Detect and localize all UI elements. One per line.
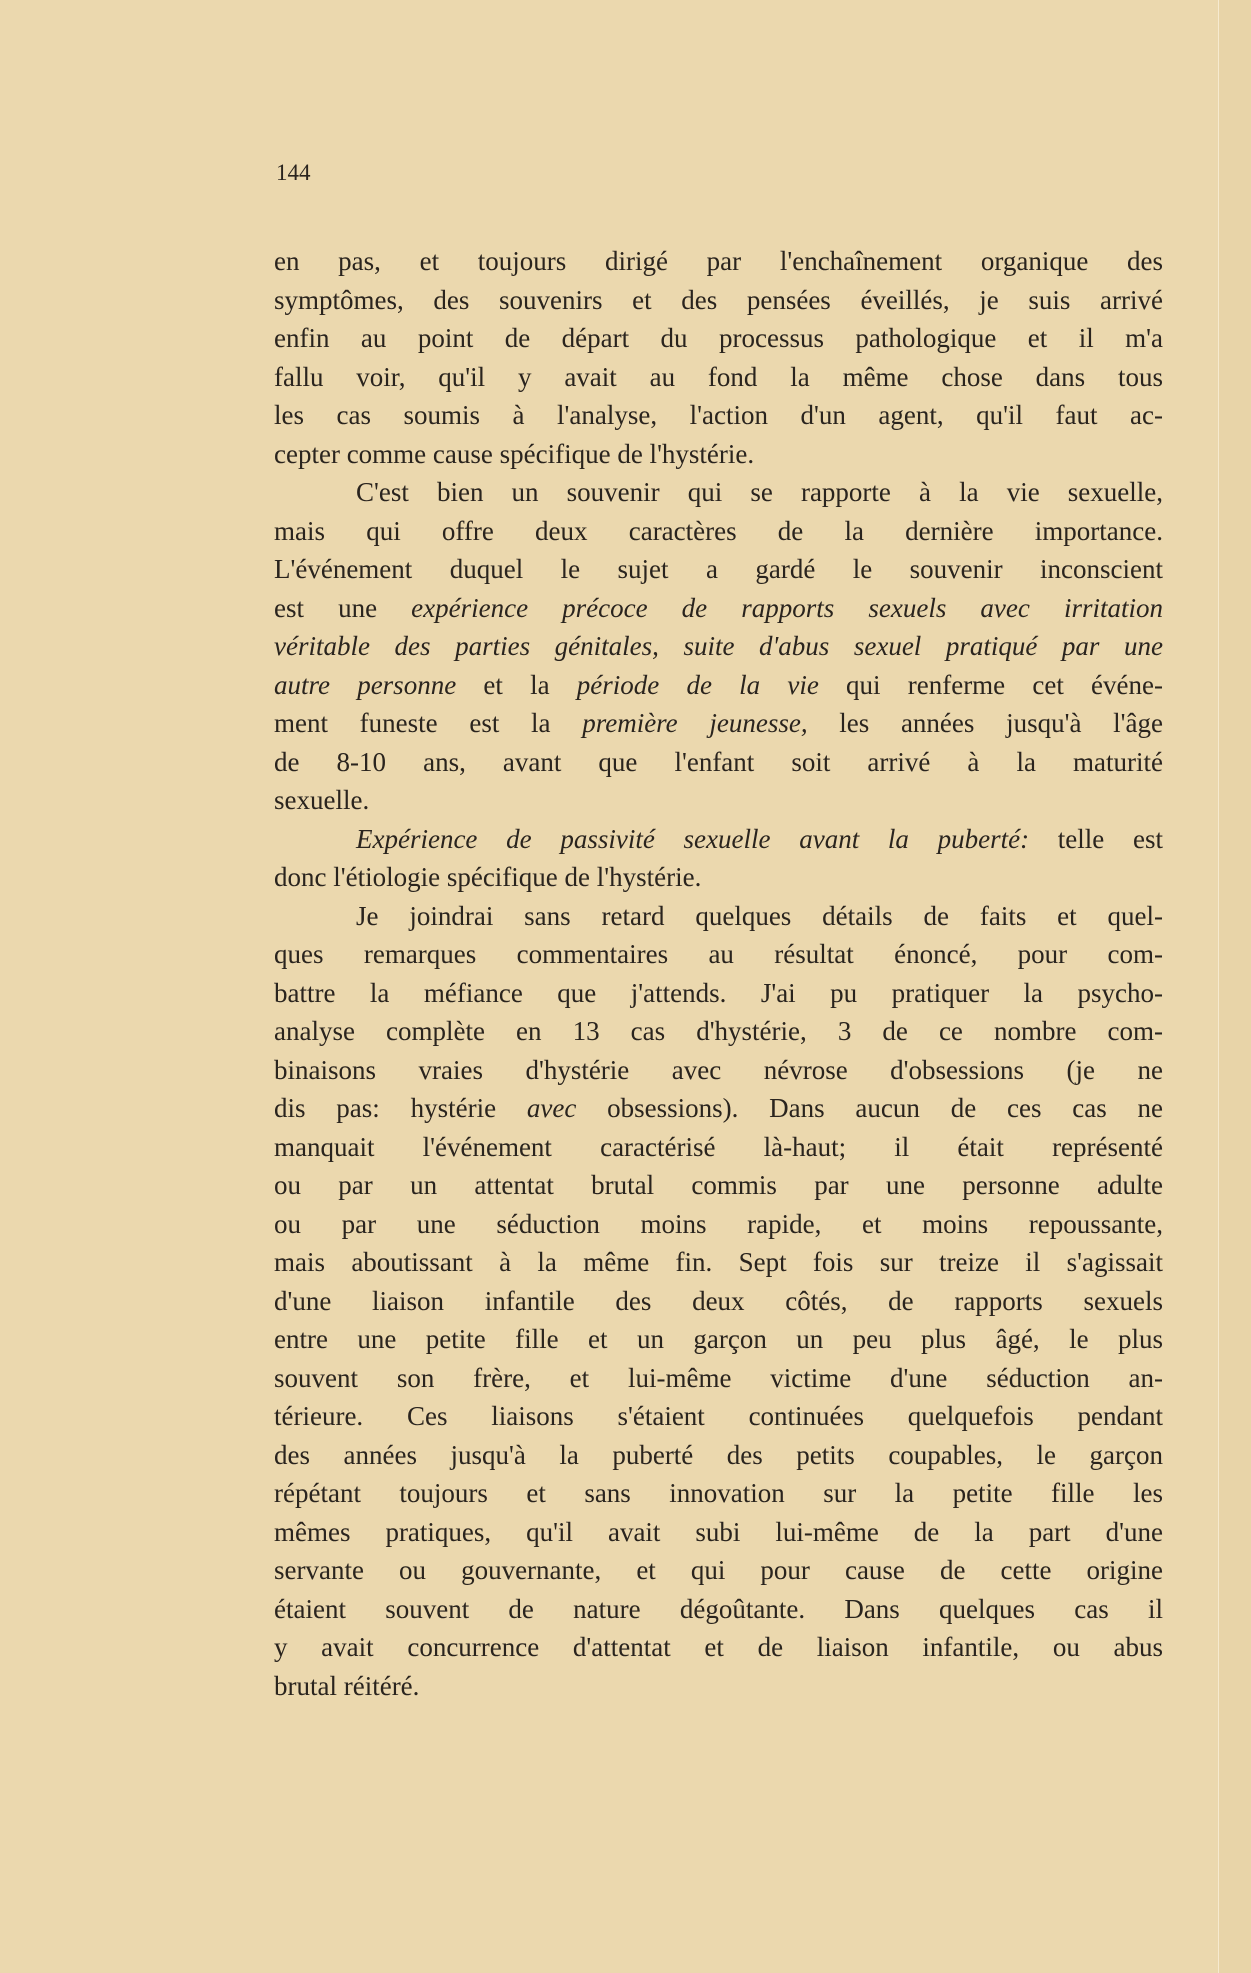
text-segment: ques remarques commentaires au résultat énoncé, pour com- bbox=[274, 939, 1163, 969]
text-segment: mais qui offre deux caractères de la dernière importance. bbox=[274, 515, 1163, 546]
text-segment: d'une liaison infantile des deux côtés, de rapports sexuels bbox=[274, 1285, 1163, 1316]
text-segment: obsessions). Dans aucun de ces cas ne bbox=[576, 1093, 1163, 1123]
text-line bbox=[274, 1012, 1163, 1051]
text-line bbox=[274, 743, 1163, 782]
text-line bbox=[274, 820, 1163, 859]
text-segment: et la bbox=[456, 669, 577, 700]
text-segment: cepter comme cause spécifique de l'hystérie. bbox=[274, 438, 755, 469]
text-segment: mêmes pratiques, qu'il avait subi lui-même de la part d'une bbox=[274, 1516, 1163, 1547]
page-edge-line bbox=[1218, 0, 1219, 1973]
text-line bbox=[274, 1551, 1163, 1590]
text-line bbox=[274, 589, 1163, 628]
text-line bbox=[274, 1359, 1163, 1398]
text-line bbox=[274, 435, 1163, 474]
text-line bbox=[274, 1667, 1163, 1706]
text-segment: mais aboutissant à la même fin. Sept fois sur treize il s'agissait bbox=[274, 1247, 1163, 1277]
text-segment: binaisons vraies d'hystérie avec névrose d'obsessions (je ne bbox=[274, 1054, 1163, 1085]
text-segment: entre une petite fille et un garçon un peu plus âgé, le plus bbox=[274, 1324, 1163, 1354]
text-line bbox=[274, 396, 1163, 435]
text-segment: de 8-10 ans, avant que l'enfant soit arrivé à la maturité bbox=[274, 746, 1163, 777]
text-line bbox=[274, 1051, 1163, 1090]
text-line bbox=[274, 1628, 1163, 1667]
text-segment: servante ou gouvernante, et qui pour cause de cette origine bbox=[274, 1555, 1163, 1585]
text-segment: térieure. Ces liaisons s'étaient continuées quelquefois pendant bbox=[274, 1401, 1163, 1431]
text-line bbox=[274, 473, 1163, 512]
italic-text: première jeunesse, bbox=[582, 708, 808, 738]
text-line bbox=[274, 974, 1163, 1013]
text-segment: telle est bbox=[1029, 823, 1163, 854]
text-line bbox=[274, 550, 1163, 589]
text-line bbox=[274, 319, 1163, 358]
text-line bbox=[274, 1282, 1163, 1321]
text-line bbox=[274, 1089, 1163, 1128]
text-segment: manquait l'événement caractérisé là-haut; il était représenté bbox=[274, 1131, 1163, 1162]
text-line bbox=[274, 512, 1163, 551]
text-line bbox=[274, 242, 1163, 281]
text-segment: ou par une séduction moins rapide, et moins repoussante, bbox=[274, 1208, 1163, 1239]
italic-text: Expérience de passivité sexuelle avant la puberté: bbox=[356, 823, 1030, 854]
text-segment: les cas soumis à l'analyse, l'action d'un agent, qu'il faut ac- bbox=[274, 400, 1163, 430]
text-line bbox=[274, 1320, 1163, 1359]
text-line bbox=[274, 858, 1163, 897]
page-edge-shadow bbox=[1219, 0, 1251, 1973]
text-segment: répétant toujours et sans innovation sur la petite fille les bbox=[274, 1478, 1163, 1508]
body-text bbox=[274, 242, 1163, 1705]
text-line bbox=[274, 1513, 1163, 1552]
italic-text: avec bbox=[526, 1093, 577, 1123]
text-line bbox=[274, 1474, 1163, 1513]
text-line bbox=[274, 935, 1163, 974]
text-line bbox=[274, 281, 1163, 320]
text-segment: ou par un attentat brutal commis par une personne adulte bbox=[274, 1170, 1163, 1200]
text-segment: fallu voir, qu'il y avait au fond la même chose dans tous bbox=[274, 361, 1163, 392]
text-segment: C'est bien un souvenir qui se rapporte à la vie sexuelle, bbox=[356, 477, 1163, 507]
text-line bbox=[274, 1243, 1163, 1282]
text-line bbox=[274, 627, 1163, 666]
text-line bbox=[274, 1128, 1163, 1167]
italic-text: autre personne bbox=[274, 669, 457, 700]
text-segment: est une bbox=[274, 592, 412, 623]
text-segment: dis pas: hystérie bbox=[274, 1093, 527, 1123]
text-segment: symptômes, des souvenirs et des pensées éveillés, je suis arrivé bbox=[274, 284, 1163, 315]
text-segment: sexuelle. bbox=[274, 785, 370, 815]
text-segment: qui renferme cet événe- bbox=[818, 669, 1163, 700]
italic-text: véritable des parties génitales, suite d'abus sexuel pratiqué par une bbox=[274, 631, 1163, 661]
text-segment: y avait concurrence d'attentat et de liaison infantile, ou abus bbox=[274, 1632, 1163, 1662]
text-line bbox=[274, 1397, 1163, 1436]
text-segment: les années jusqu'à l'âge bbox=[807, 708, 1163, 738]
text-segment: Je joindrai sans retard quelques détails de faits et quel- bbox=[356, 900, 1163, 931]
page-number: 144 bbox=[276, 160, 311, 185]
italic-text: période de la vie bbox=[576, 669, 819, 700]
text-segment: en pas, et toujours dirigé par l'enchaînement organique des bbox=[274, 246, 1163, 276]
text-segment: L'événement duquel le sujet a gardé le souvenir inconscient bbox=[274, 554, 1163, 584]
text-segment: étaient souvent de nature dégoûtante. Dans quelques cas il bbox=[274, 1593, 1163, 1624]
text-segment: analyse complète en 13 cas d'hystérie, 3 de ce nombre com- bbox=[274, 1016, 1163, 1046]
text-segment: donc l'étiologie spécifique de l'hystérie. bbox=[274, 862, 702, 892]
text-segment: souvent son frère, et lui-même victime d'une séduction an- bbox=[274, 1362, 1163, 1393]
text-line bbox=[274, 1436, 1163, 1475]
text-line bbox=[274, 781, 1163, 820]
italic-text: expérience précoce de rapports sexuels avec irritation bbox=[411, 592, 1163, 623]
text-line bbox=[274, 897, 1163, 936]
text-segment: des années jusqu'à la puberté des petits coupables, le garçon bbox=[274, 1439, 1163, 1470]
text-segment: brutal réitéré. bbox=[274, 1670, 420, 1701]
text-segment: ment funeste est la bbox=[274, 708, 583, 738]
text-segment: enfin au point de départ du processus pathologique et il m'a bbox=[274, 323, 1163, 353]
text-line bbox=[274, 666, 1163, 705]
text-line bbox=[274, 358, 1163, 397]
text-line bbox=[274, 1205, 1163, 1244]
text-line bbox=[274, 1166, 1163, 1205]
text-line bbox=[274, 1590, 1163, 1629]
text-segment: battre la méfiance que j'attends. J'ai pu pratiquer la psycho- bbox=[274, 977, 1163, 1008]
text-line bbox=[274, 704, 1163, 743]
